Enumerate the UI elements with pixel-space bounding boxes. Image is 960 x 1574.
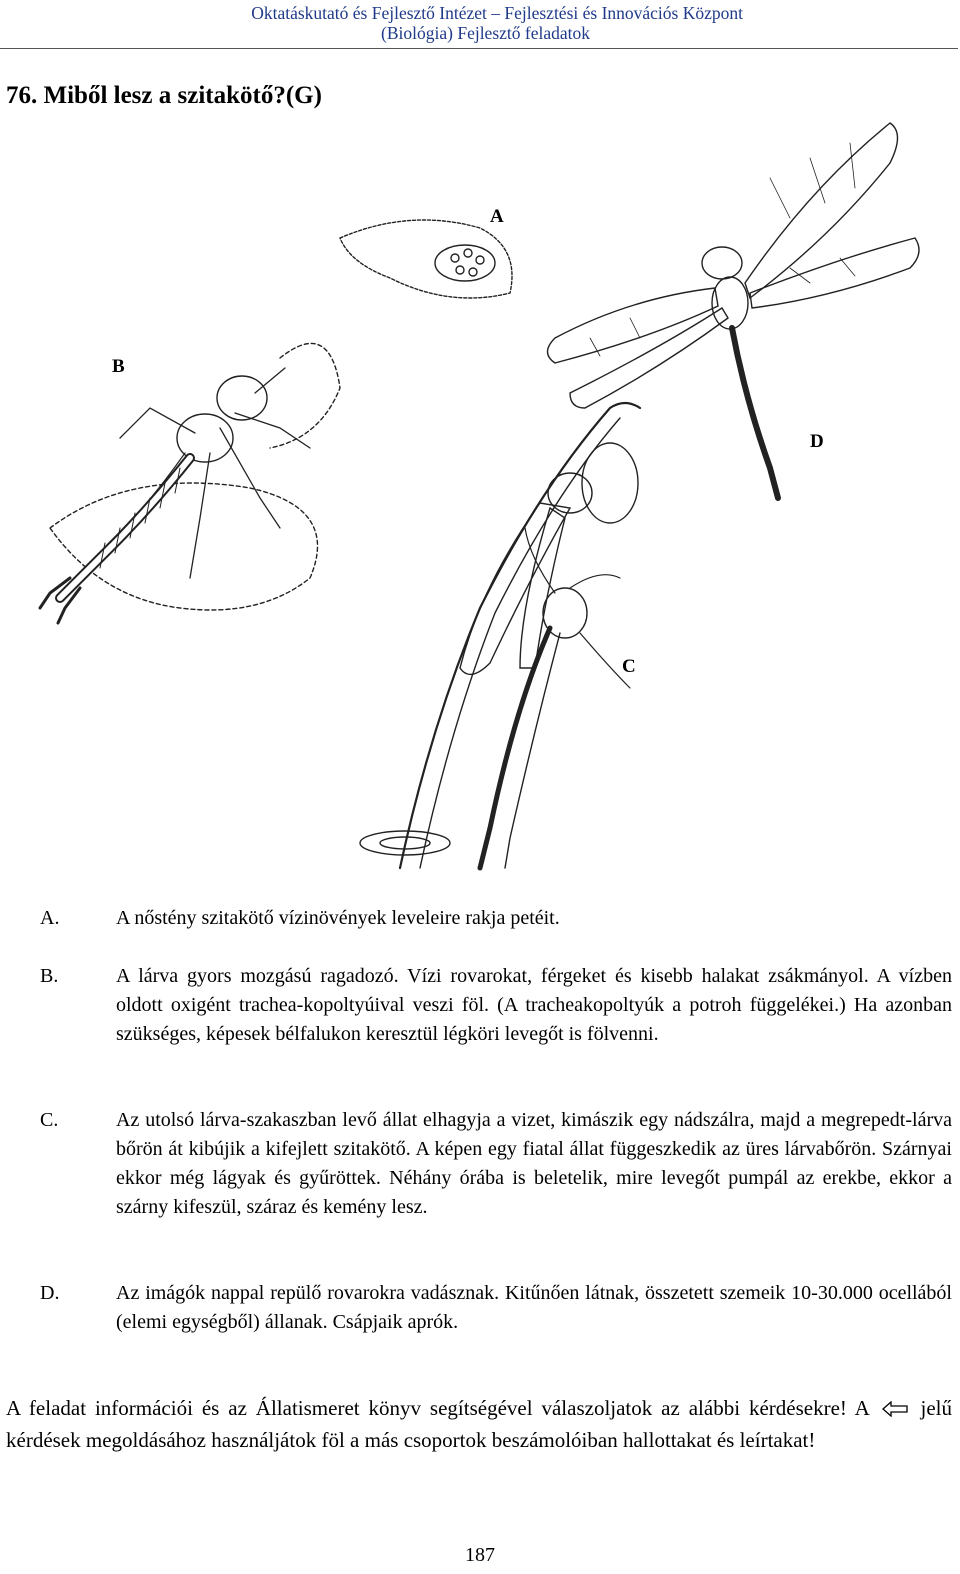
stage-text: A lárva gyors mozgású ragadozó. Vízi rovarokat, férgeket és kisebb halakat zsákmányol. A vízben oldott oxigént trachea-kopoltyúival veszi föl. (A tracheakopoltyúk a potroh függelékei.) Ha azonban szükséges, képesek bélfalukon keresztül légköri levegőt is fölvenni.	[116, 965, 952, 1045]
header-subject: (Biológia) Fejlesztő feladatok	[381, 23, 590, 43]
figure-label-d: D	[810, 431, 824, 452]
figure-label-b: B	[112, 356, 125, 377]
dragonfly-drawing	[10, 108, 950, 878]
page-title: 76. Miből lesz a szitakötő?(G)	[6, 82, 322, 109]
stage-letter: D.	[40, 1282, 60, 1304]
stage-letter: C.	[40, 1109, 59, 1131]
stage-text: Az imágók nappal repülő rovarokra vadásznak. Kitűnően látnak, összetett szemeik 10-30.000 ocellából (elemi egységből) állanak. Csápjaik aprók.	[116, 1282, 952, 1333]
stage-letter: B.	[40, 965, 59, 987]
dragonfly-illustration	[10, 108, 950, 878]
stage-text: A nőstény szitakötő vízinövények leveleire rakja petéit.	[116, 907, 560, 929]
figure-label-c: C	[622, 656, 636, 677]
instructions-text-start: A feladat információi és az Állatismeret könyv segítségével válaszoljatok az alábbi kérdésekre! A	[6, 1396, 869, 1420]
instructions-text-end: jelű kérdések megoldásához használjátok föl a más csoportok beszámolóiban hallottakat és leírtakat!	[6, 1396, 953, 1452]
stage-text: Az utolsó lárva-szakaszban levő állat elhagyja a vizet, kimászik egy nádszálra, majd a megrepedt-lárva bőrön át kibújik a kifejlett szitakötő. A képen egy fiatal állat függeszkedik az üres lárvabőrön. Szárnyai ekkor még lágyak és gyűröttek. Néhány órába is beletelik, mire levegőt pumpál az erekbe, ekkor a szárny kifeszül, száraz és kemény lesz.	[116, 1109, 952, 1218]
page-number: 187	[465, 1544, 495, 1566]
stage-letter: A.	[40, 907, 60, 929]
header-institute: Oktatáskutató és Fejlesztő Intézet – Fejlesztési és Innovációs Központ	[251, 3, 743, 23]
page-header	[0, 0, 960, 50]
header-divider	[0, 48, 958, 49]
left-arrow-icon	[882, 1396, 908, 1426]
task-instructions	[6, 1394, 952, 1455]
figure-label-a: A	[490, 206, 504, 227]
